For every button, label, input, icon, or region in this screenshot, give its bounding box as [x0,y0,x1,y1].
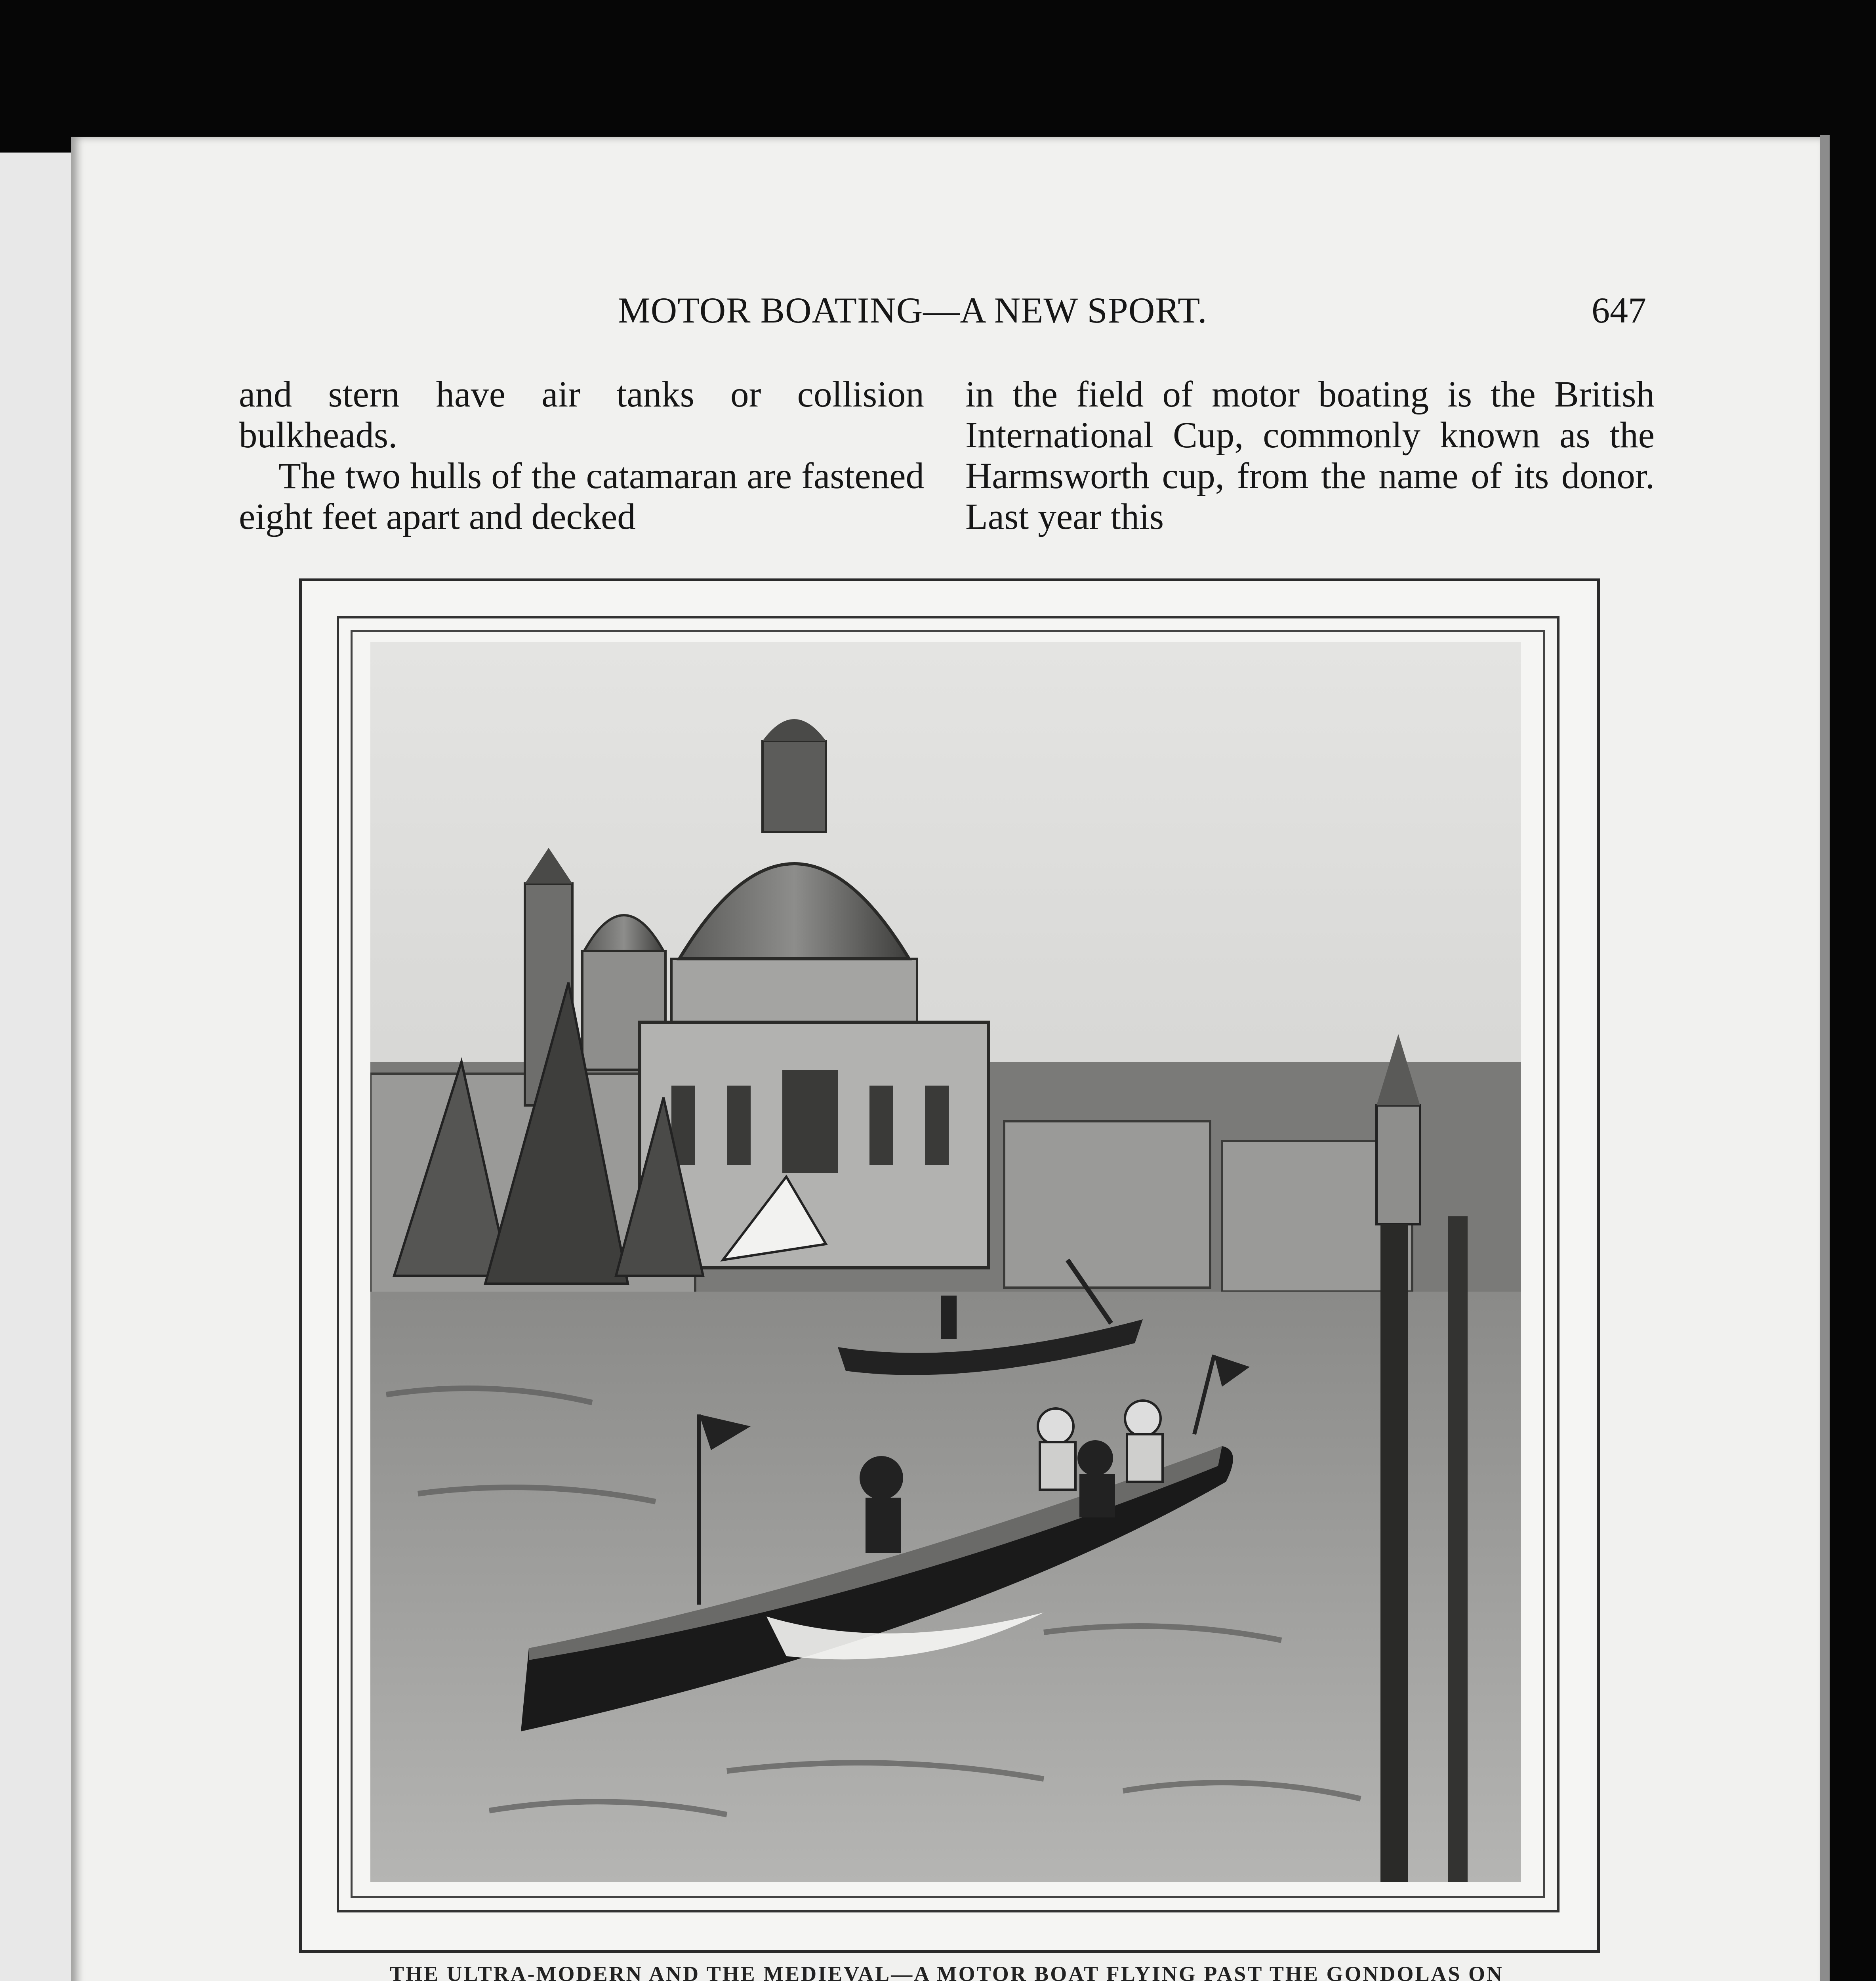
paragraph: in the field of motor boating is the British International Cup, commonly known as the Harmsworth cup, from the name of its donor. Last year this [965,374,1655,537]
page-number: 647 [1592,290,1646,330]
caption-line: THE ULTRA-MODERN AND THE MEDIEVAL—A MOTOR BOAT FLYING PAST THE GONDOLAS ON [389,1962,1504,1981]
venice-motorboat-illustration [370,642,1521,1882]
top-left-column [239,374,924,537]
paragraph: and stern have air tanks or collision bulkheads. [239,374,924,456]
top-right-column [965,374,1655,537]
figure-caption [293,1959,1600,1981]
page-edge [1820,135,1830,1981]
running-title: MOTOR BOATING—A NEW SPORT. [618,290,1207,330]
paragraph: The two hulls of the catamaran are fastened eight feet apart and decked [239,456,924,537]
